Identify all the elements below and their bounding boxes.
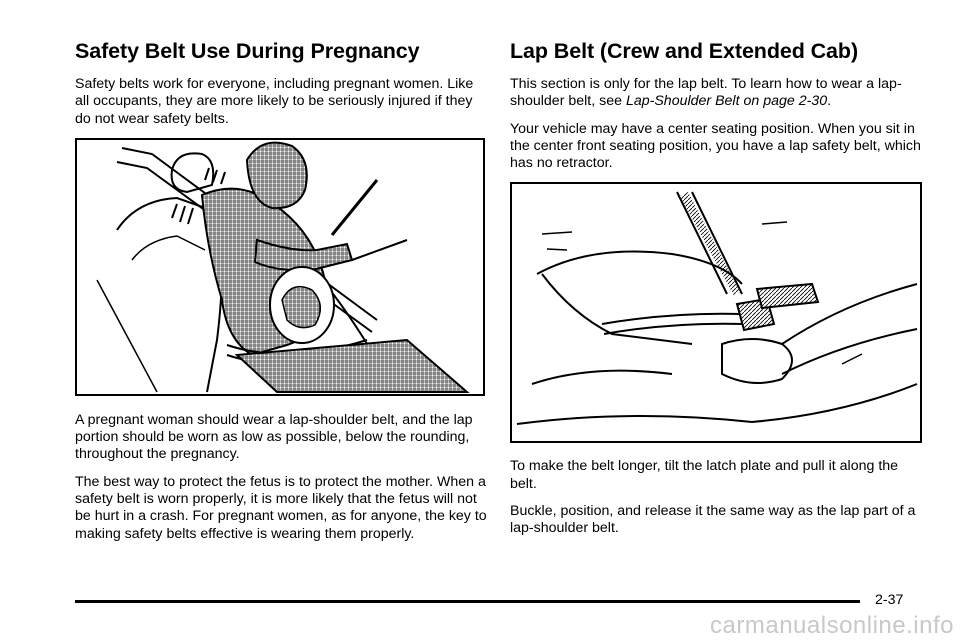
lap-belt-buckle-illustration bbox=[510, 182, 922, 443]
center-seating-paragraph: Your vehicle may have a center seating position. When you sit in the center front seating position, you have a lap safety belt, which has no retractor. bbox=[510, 120, 921, 172]
pregnancy-paragraph-lap-portion: A pregnant woman should wear a lap-shoulder belt, and the lap portion should be worn as low as possible, below the rounding, throughout the pregnancy. bbox=[75, 411, 473, 463]
section-heading-pregnancy: Safety Belt Use During Pregnancy bbox=[75, 39, 420, 63]
lap-belt-intro-paragraph bbox=[510, 76, 922, 111]
footer-rule bbox=[75, 600, 860, 603]
left-column bbox=[75, 38, 487, 553]
lap-belt-intro-text: This section is only for the lap belt. To learn how to wear a lap-shoulder belt, see bbox=[510, 76, 902, 110]
right-column bbox=[510, 38, 922, 548]
lap-belt-intro-end: . bbox=[827, 93, 832, 110]
buckle-position-paragraph: Buckle, position, and release it the same way as the lap part of a lap-shoulder belt. bbox=[510, 503, 916, 537]
pregnancy-intro-paragraph: Safety belts work for everyone, including pregnant women. Like all occupants, they are more likely to be seriously injured if they do not wear safety belts. bbox=[75, 76, 474, 127]
pregnant-woman-illustration bbox=[75, 138, 485, 396]
lap-shoulder-belt-reference[interactable]: Lap-Shoulder Belt on page 2-30 bbox=[625, 93, 828, 110]
lengthen-belt-paragraph: To make the belt longer, tilt the latch plate and pull it along the belt. bbox=[510, 458, 899, 492]
pregnancy-paragraph-protect-fetus: The best way to protect the fetus is to protect the mother. When a safety belt is worn properly, it is more likely that the fetus will not be hurt in a crash. For pregnant women, as for anyone, the key to making safety belts effective is wearing them properly. bbox=[75, 473, 487, 542]
section-heading-lap-belt: Lap Belt (Crew and Extended Cab) bbox=[510, 39, 859, 63]
watermark: carmanualsonline.info bbox=[710, 612, 954, 639]
page-number: 2-37 bbox=[875, 592, 904, 608]
